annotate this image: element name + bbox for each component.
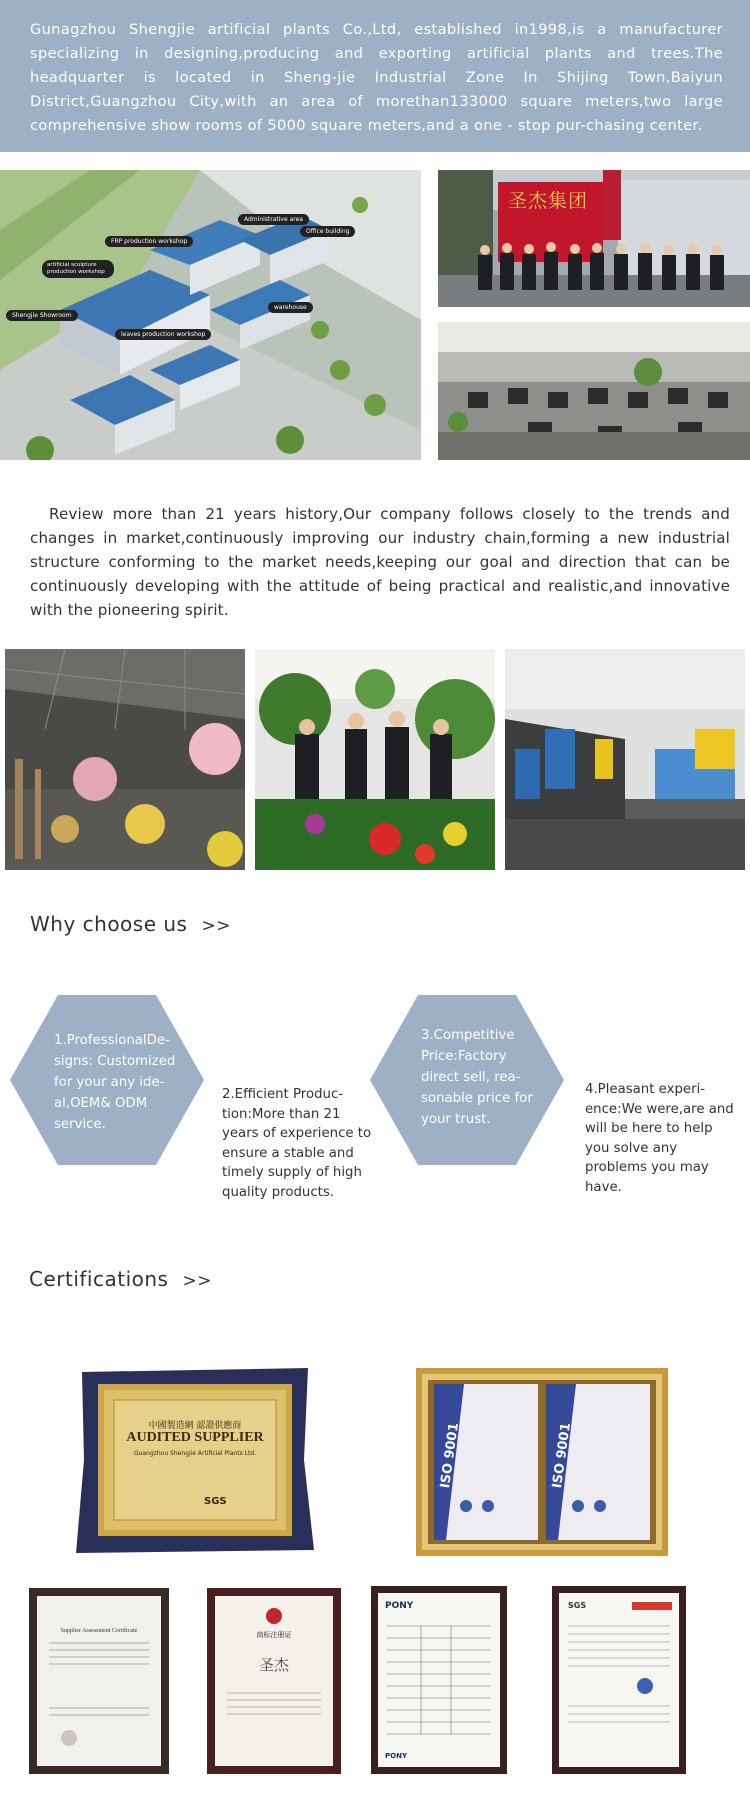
why-item-professional-designs: 1.ProfessionalDe-signs: Customized for your any ide-al,OEM& ODM service. <box>54 1033 176 1132</box>
sgs-test-report <box>552 1586 686 1774</box>
sgs-logo: SGS <box>568 1601 587 1610</box>
injection-machines-photo <box>505 649 745 870</box>
audited-supplier-sgs: SGS <box>204 1496 227 1507</box>
label-shengjie-showroom: Shengjie Showroom <box>6 310 78 321</box>
trademark-mark: 圣杰 <box>258 1656 289 1674</box>
pony-logo-bottom: PONY <box>385 1752 408 1760</box>
label-warehouse: warehouse <box>268 302 313 313</box>
office-photo <box>438 322 750 460</box>
why-choose-us-heading <box>30 912 231 936</box>
pony-test-report <box>371 1586 507 1774</box>
label-sculpture-workshop: artificial sculpture production workshop <box>42 260 114 278</box>
company-intro-banner <box>0 0 750 152</box>
why-choose-us-title: Why choose us <box>30 912 188 936</box>
trademark-certificate <box>207 1588 341 1774</box>
certifications-title: Certifications <box>29 1267 169 1291</box>
team-group-photo <box>438 170 750 307</box>
audited-supplier-cn-line: 中國製造網 認證供應商 <box>148 1421 242 1431</box>
showroom-visit-photo <box>255 649 495 870</box>
pony-logo-top: PONY <box>385 1601 414 1611</box>
iso-right-label: ISO 9001 <box>549 1421 575 1490</box>
why-item-efficient-production: 2.Efficient Produc-tion:More than 21 years of experience to ensure a stable and timely supply of high quality products. <box>222 1087 372 1200</box>
factory-aerial-image <box>0 170 421 460</box>
company-history-paragraph: Review more than 21 years history,Our company follows closely to the trends and changes in market,continuously improving our industry chain,forming a new industrial structure conforming to the market needs,keeping our goal and direction that can be continuously developing with the attitude of being practical and realistic,and innovative with the pioneering spirit. <box>30 505 730 619</box>
certifications-arrows: >> <box>182 1271 212 1291</box>
trademark-cert-title: 商标注册证 <box>256 1631 292 1639</box>
label-office-building: Office building <box>300 226 355 237</box>
audited-supplier-title: AUDITED SUPPLIER <box>126 1430 264 1445</box>
warehouse-trees-photo <box>5 649 245 870</box>
iso-9001-certificates <box>416 1368 668 1556</box>
why-item-pleasant-experience: 4.Pleasant experi-ence:We were,are and will be here to help you solve any problems you may have. <box>585 1082 734 1195</box>
supplier-assessment-certificate <box>29 1588 169 1774</box>
label-frp-workshop: FRP production workshop <box>105 236 193 247</box>
why-choose-us-arrows: >> <box>201 916 231 936</box>
iso-left-label: ISO 9001 <box>437 1421 463 1490</box>
label-leaves-workshop: leaves production workshop <box>115 329 211 340</box>
company-intro-text: Gunagzhou Shengjie artificial plants Co.,Ltd, established in1998,is a manufacturer specializing in designing,producing and exporting artificial plants and trees.The headquarter is located in Sheng-jie Industrial Zone In Shijing Town,Baiyun District,Guangzhou City,with an area of morethan133000 square meters,two large comprehensive show rooms of 5000 square meters,and a one - stop pur-chasing center. <box>30 21 723 134</box>
why-item-competitive-price: 3.Competitive Price:Factory direct sell, rea-sonable price for your trust. <box>421 1028 533 1127</box>
building-sign-text: 圣杰集团 <box>508 190 589 212</box>
assessment-cert-title: Supplier Assessment Certificate <box>60 1628 138 1634</box>
certifications-heading <box>29 1267 212 1291</box>
audited-supplier-company: Guangzhou Shengjie Artificial Plants Ltd. <box>133 1450 257 1457</box>
audited-supplier-plaque <box>74 1368 316 1553</box>
label-administrative-area: Administrative area <box>238 214 309 225</box>
